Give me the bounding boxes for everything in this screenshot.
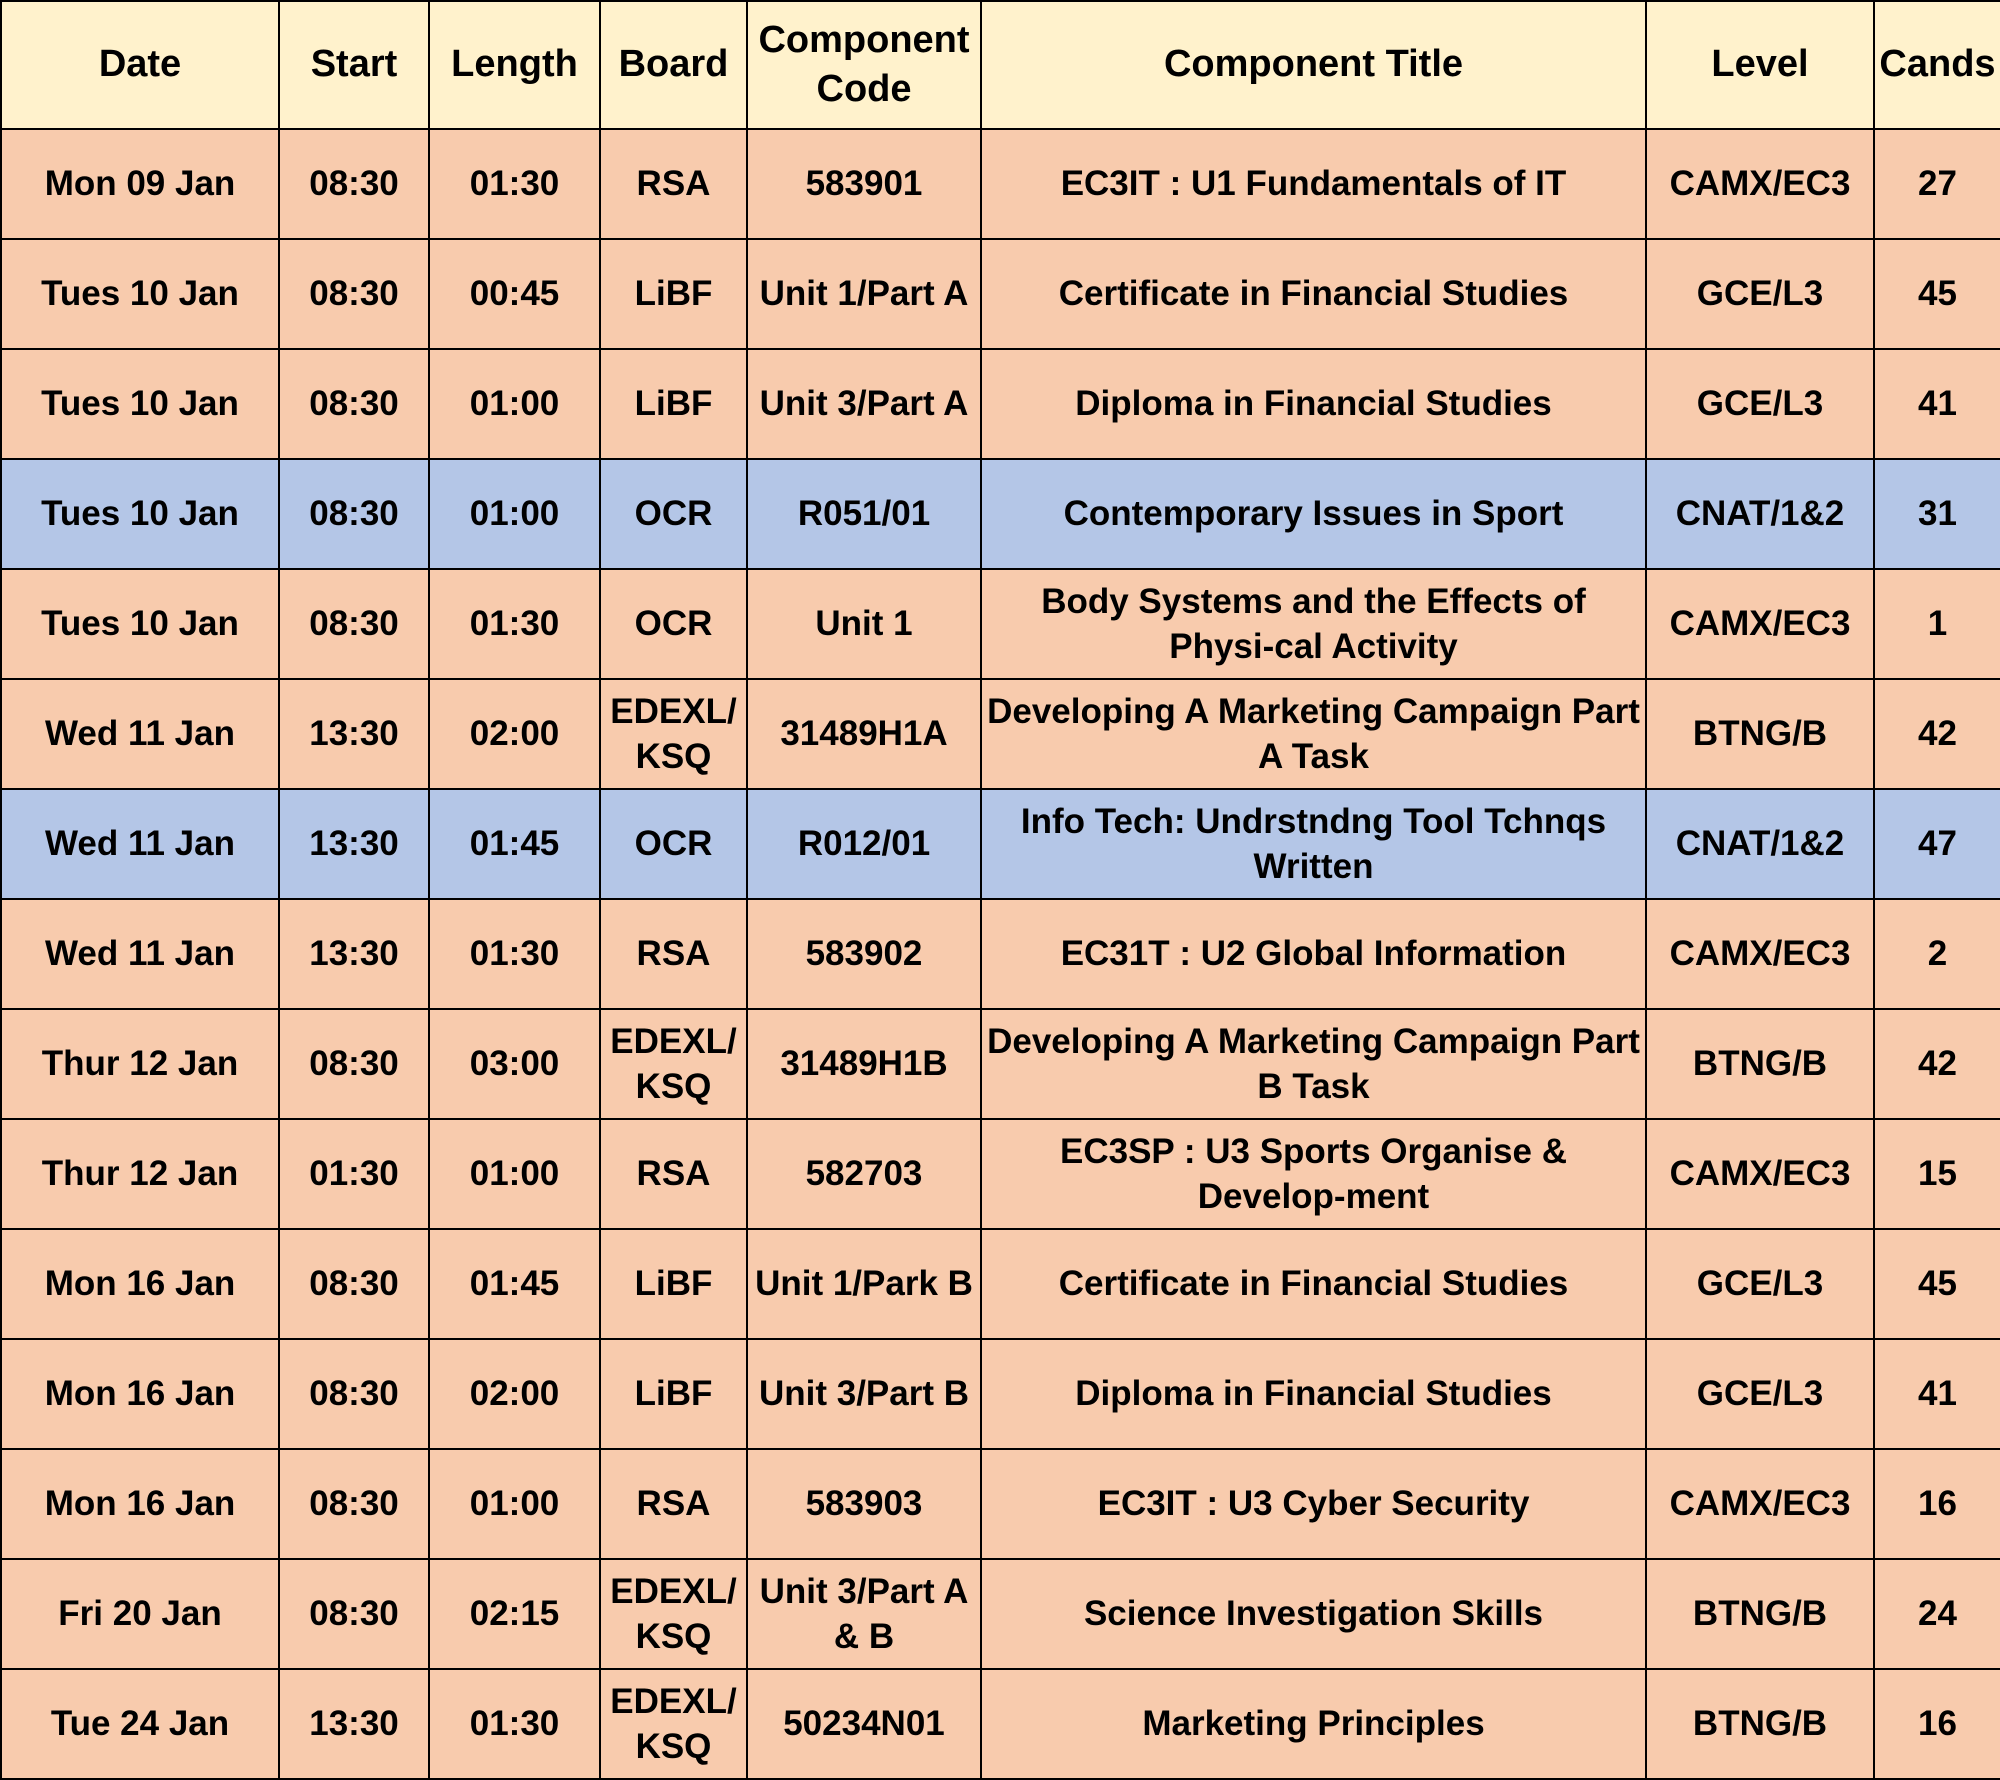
cell-level: GCE/L3	[1646, 1339, 1874, 1449]
column-header-start: Start	[279, 1, 429, 129]
cell-component-title: Developing A Marketing Campaign Part A Task	[981, 679, 1646, 789]
cell-length: 01:30	[429, 569, 600, 679]
table-row	[1, 1559, 2000, 1669]
cell-component-title: Contemporary Issues in Sport	[981, 459, 1646, 569]
cell-level: CNAT/1&2	[1646, 459, 1874, 569]
cell-component-title: Marketing Principles	[981, 1669, 1646, 1779]
cell-length: 03:00	[429, 1009, 600, 1119]
cell-length: 02:00	[429, 1339, 600, 1449]
cell-date: Mon 16 Jan	[1, 1229, 279, 1339]
cell-component-code: 582703	[747, 1119, 981, 1229]
cell-cands: 42	[1874, 1009, 2000, 1119]
table-row	[1, 679, 2000, 789]
cell-length: 01:30	[429, 899, 600, 1009]
cell-length: 01:45	[429, 1229, 600, 1339]
header-row	[1, 1, 2000, 129]
table-row	[1, 569, 2000, 679]
cell-level: CAMX/EC3	[1646, 129, 1874, 239]
cell-component-code: 583903	[747, 1449, 981, 1559]
cell-date: Thur 12 Jan	[1, 1119, 279, 1229]
cell-date: Tues 10 Jan	[1, 239, 279, 349]
cell-board: RSA	[600, 1449, 747, 1559]
table-row	[1, 899, 2000, 1009]
cell-board: LiBF	[600, 1229, 747, 1339]
cell-level: BTNG/B	[1646, 1669, 1874, 1779]
cell-component-title: Certificate in Financial Studies	[981, 1229, 1646, 1339]
table-row	[1, 1119, 2000, 1229]
table-row	[1, 1339, 2000, 1449]
column-header-level: Level	[1646, 1, 1874, 129]
cell-component-code: Unit 1/Part A	[747, 239, 981, 349]
column-header-component-code: Component Code	[747, 1, 981, 129]
cell-start: 08:30	[279, 1229, 429, 1339]
cell-date: Mon 16 Jan	[1, 1449, 279, 1559]
cell-component-code: Unit 3/Part A	[747, 349, 981, 459]
cell-cands: 16	[1874, 1669, 2000, 1779]
cell-date: Wed 11 Jan	[1, 899, 279, 1009]
cell-board: RSA	[600, 1119, 747, 1229]
cell-component-title: Science Investigation Skills	[981, 1559, 1646, 1669]
cell-component-title: Diploma in Financial Studies	[981, 349, 1646, 459]
table-row	[1, 129, 2000, 239]
cell-component-title: Diploma in Financial Studies	[981, 1339, 1646, 1449]
table-row	[1, 1449, 2000, 1559]
cell-component-title: Developing A Marketing Campaign Part B Task	[981, 1009, 1646, 1119]
cell-component-code: 583902	[747, 899, 981, 1009]
cell-cands: 2	[1874, 899, 2000, 1009]
cell-date: Tues 10 Jan	[1, 459, 279, 569]
cell-cands: 1	[1874, 569, 2000, 679]
cell-cands: 31	[1874, 459, 2000, 569]
cell-length: 01:00	[429, 1119, 600, 1229]
cell-level: GCE/L3	[1646, 1229, 1874, 1339]
cell-cands: 45	[1874, 239, 2000, 349]
table-row	[1, 789, 2000, 899]
cell-component-title: EC3SP : U3 Sports Organise & Develop-ment	[981, 1119, 1646, 1229]
cell-start: 13:30	[279, 1669, 429, 1779]
cell-length: 00:45	[429, 239, 600, 349]
cell-component-title: EC3IT : U1 Fundamentals of IT	[981, 129, 1646, 239]
cell-board: EDEXL/ KSQ	[600, 1669, 747, 1779]
cell-length: 01:00	[429, 349, 600, 459]
cell-date: Wed 11 Jan	[1, 679, 279, 789]
cell-component-code: 31489H1B	[747, 1009, 981, 1119]
cell-board: LiBF	[600, 239, 747, 349]
column-header-date: Date	[1, 1, 279, 129]
cell-date: Wed 11 Jan	[1, 789, 279, 899]
cell-length: 01:00	[429, 1449, 600, 1559]
cell-date: Tues 10 Jan	[1, 569, 279, 679]
cell-component-title: Info Tech: Undrstndng Tool Tchnqs Written	[981, 789, 1646, 899]
cell-component-code: Unit 1/Park B	[747, 1229, 981, 1339]
cell-date: Mon 16 Jan	[1, 1339, 279, 1449]
column-header-board: Board	[600, 1, 747, 129]
cell-start: 08:30	[279, 1009, 429, 1119]
table-row	[1, 459, 2000, 569]
cell-level: CNAT/1&2	[1646, 789, 1874, 899]
cell-component-title: EC31T : U2 Global Information	[981, 899, 1646, 1009]
cell-start: 08:30	[279, 349, 429, 459]
table-body	[1, 129, 2000, 1779]
cell-cands: 27	[1874, 129, 2000, 239]
table-row	[1, 349, 2000, 459]
cell-cands: 24	[1874, 1559, 2000, 1669]
cell-level: CAMX/EC3	[1646, 569, 1874, 679]
cell-component-title: EC3IT : U3 Cyber Security	[981, 1449, 1646, 1559]
table-row	[1, 1009, 2000, 1119]
cell-component-code: 31489H1A	[747, 679, 981, 789]
column-header-component-title: Component Title	[981, 1, 1646, 129]
cell-start: 08:30	[279, 239, 429, 349]
cell-length: 01:00	[429, 459, 600, 569]
cell-date: Tues 10 Jan	[1, 349, 279, 459]
cell-date: Mon 09 Jan	[1, 129, 279, 239]
cell-component-code: R051/01	[747, 459, 981, 569]
cell-start: 08:30	[279, 1449, 429, 1559]
column-header-length: Length	[429, 1, 600, 129]
cell-cands: 16	[1874, 1449, 2000, 1559]
table-row	[1, 1669, 2000, 1779]
cell-component-code: 50234N01	[747, 1669, 981, 1779]
cell-start: 08:30	[279, 569, 429, 679]
cell-level: BTNG/B	[1646, 679, 1874, 789]
cell-date: Thur 12 Jan	[1, 1009, 279, 1119]
cell-date: Tue 24 Jan	[1, 1669, 279, 1779]
cell-board: LiBF	[600, 1339, 747, 1449]
cell-length: 02:00	[429, 679, 600, 789]
cell-component-code: Unit 1	[747, 569, 981, 679]
cell-board: OCR	[600, 569, 747, 679]
table-row	[1, 239, 2000, 349]
cell-level: GCE/L3	[1646, 239, 1874, 349]
cell-level: CAMX/EC3	[1646, 1119, 1874, 1229]
cell-level: BTNG/B	[1646, 1559, 1874, 1669]
cell-cands: 15	[1874, 1119, 2000, 1229]
cell-board: OCR	[600, 789, 747, 899]
cell-start: 08:30	[279, 1559, 429, 1669]
cell-board: RSA	[600, 899, 747, 1009]
cell-cands: 41	[1874, 1339, 2000, 1449]
cell-level: BTNG/B	[1646, 1009, 1874, 1119]
cell-start: 01:30	[279, 1119, 429, 1229]
cell-board: EDEXL/ KSQ	[600, 1009, 747, 1119]
cell-level: GCE/L3	[1646, 349, 1874, 459]
cell-board: OCR	[600, 459, 747, 569]
column-header-cands: Cands	[1874, 1, 2000, 129]
cell-cands: 47	[1874, 789, 2000, 899]
cell-length: 01:30	[429, 129, 600, 239]
cell-board: EDEXL/ KSQ	[600, 1559, 747, 1669]
cell-start: 13:30	[279, 899, 429, 1009]
cell-length: 01:30	[429, 1669, 600, 1779]
cell-component-code: R012/01	[747, 789, 981, 899]
cell-board: RSA	[600, 129, 747, 239]
cell-component-title: Body Systems and the Effects of Physi-cal Activity	[981, 569, 1646, 679]
cell-board: EDEXL/ KSQ	[600, 679, 747, 789]
cell-cands: 41	[1874, 349, 2000, 459]
cell-level: CAMX/EC3	[1646, 1449, 1874, 1559]
cell-cands: 42	[1874, 679, 2000, 789]
cell-start: 13:30	[279, 789, 429, 899]
table-row	[1, 1229, 2000, 1339]
cell-start: 08:30	[279, 459, 429, 569]
cell-start: 08:30	[279, 1339, 429, 1449]
cell-start: 13:30	[279, 679, 429, 789]
cell-component-code: Unit 3/Part A & B	[747, 1559, 981, 1669]
cell-date: Fri 20 Jan	[1, 1559, 279, 1669]
cell-component-code: 583901	[747, 129, 981, 239]
cell-level: CAMX/EC3	[1646, 899, 1874, 1009]
cell-start: 08:30	[279, 129, 429, 239]
cell-board: LiBF	[600, 349, 747, 459]
cell-length: 01:45	[429, 789, 600, 899]
cell-component-code: Unit 3/Part B	[747, 1339, 981, 1449]
cell-component-title: Certificate in Financial Studies	[981, 239, 1646, 349]
cell-length: 02:15	[429, 1559, 600, 1669]
cell-cands: 45	[1874, 1229, 2000, 1339]
